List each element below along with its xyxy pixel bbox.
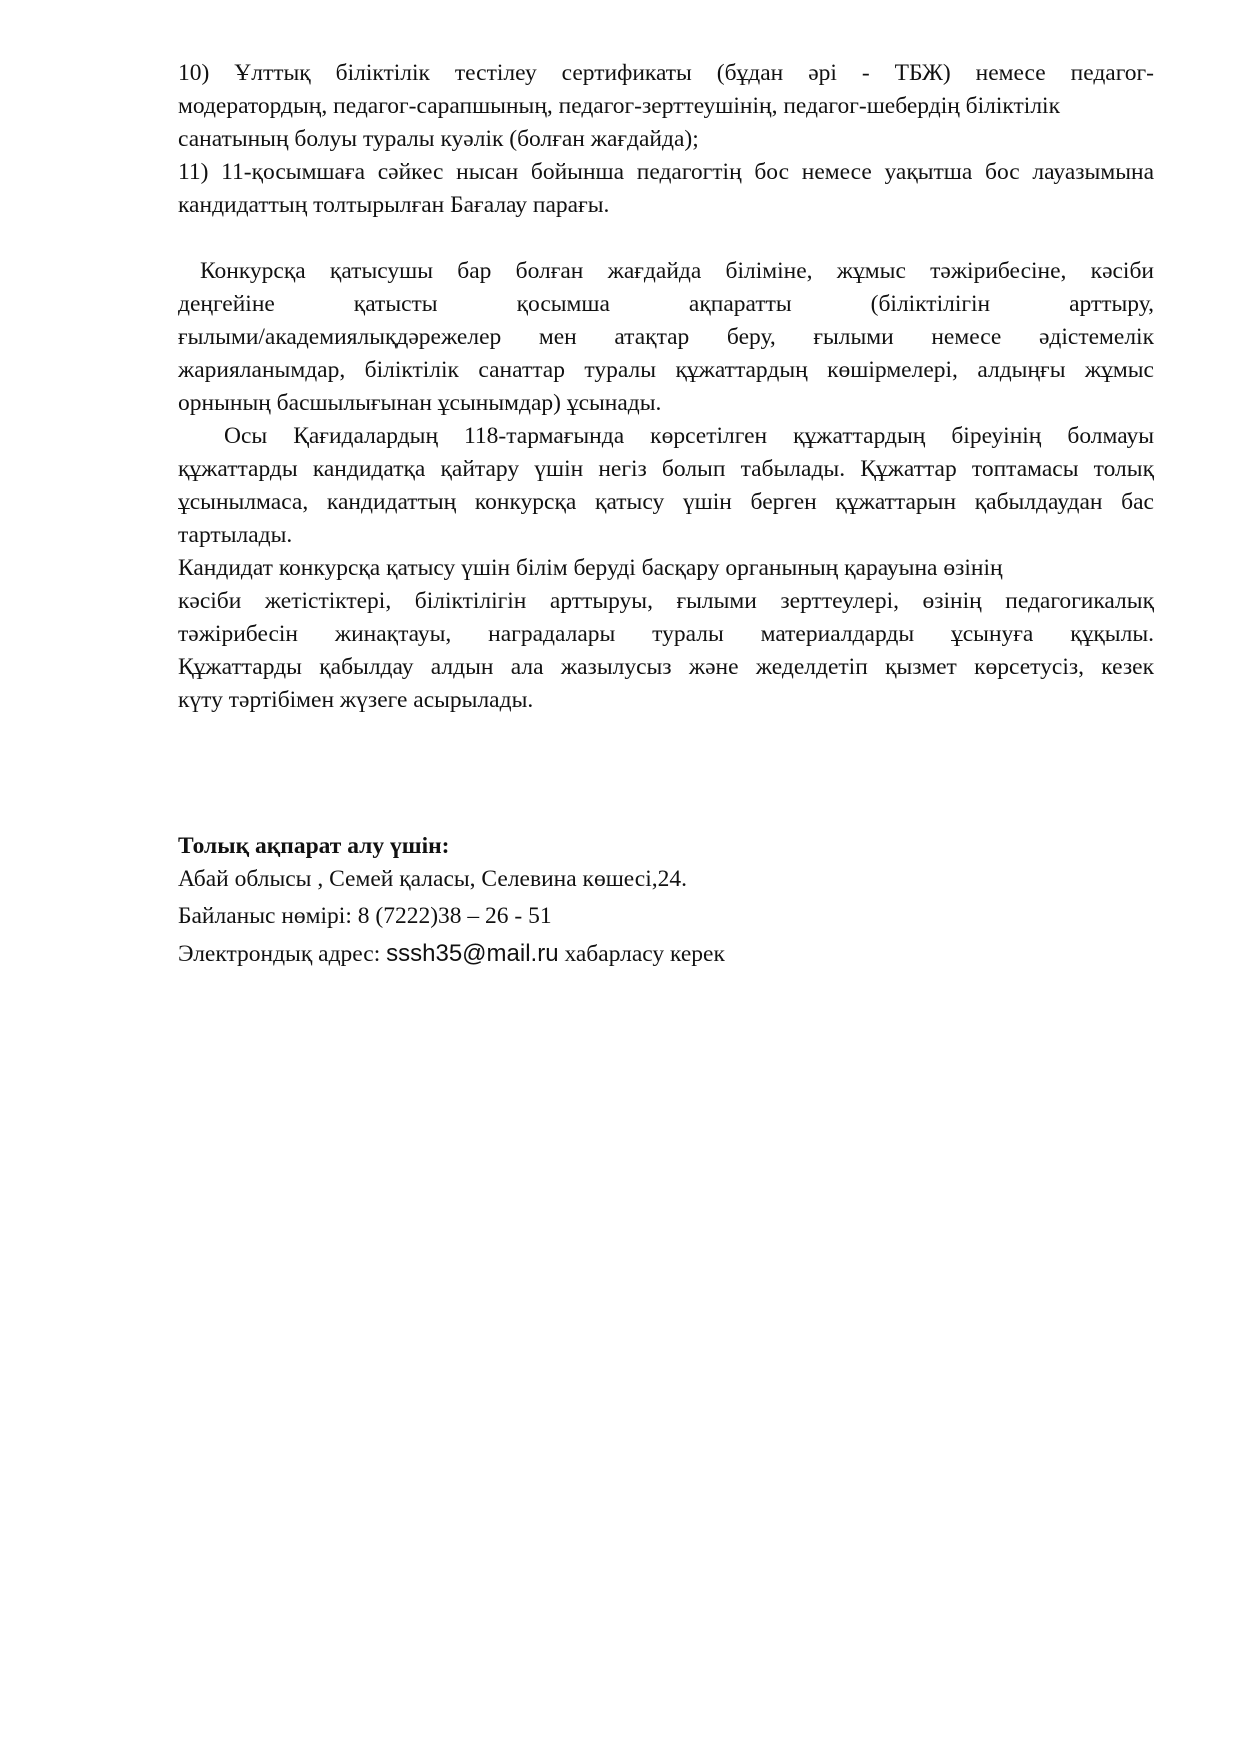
paragraph-spacer bbox=[178, 222, 1154, 255]
list-item-11-line-1: 11) 11-қосымшаға сәйкес нысан бойынша педагогтің бос немесе уақытша бос лауазымына bbox=[178, 159, 1154, 185]
list-item-11-line-2: кандидаттың толтырылған Бағалау парағы. bbox=[178, 192, 610, 218]
paragraph-candidate-rights bbox=[178, 552, 1154, 717]
paragraph-candidate-rights-line-5: күту тәртібімен жүзеге асырылады. bbox=[178, 687, 534, 713]
contact-section bbox=[178, 830, 1154, 972]
contact-phone: Байланыс нөмірі: 8 (7222)38 – 26 - 51 bbox=[178, 903, 552, 929]
list-item-11 bbox=[178, 156, 1154, 222]
contact-heading: Толық ақпарат алу үшін: bbox=[178, 833, 450, 859]
list-item-10-line-3: санатының болуы туралы куәлік (болған жағдайда); bbox=[178, 126, 699, 152]
paragraph-missing-docs bbox=[178, 420, 1154, 552]
contact-email-prefix: Электрондық адрес: bbox=[178, 941, 387, 967]
paragraph-missing-docs-line-1: Осы Қағидалардың 118-тармағында көрсетілген құжаттардың біреуінің болмауы bbox=[224, 423, 1154, 449]
paragraph-additional-info-line-4: жарияланымдар, біліктілік санаттар туралы құжаттардың көшірмелері, алдыңғы жұмыс bbox=[178, 357, 1154, 383]
contact-email-suffix: хабарласу керек bbox=[558, 941, 725, 967]
paragraph-additional-info-line-1: Конкурсқа қатысушы бар болған жағдайда біліміне, жұмыс тәжірибесіне, кәсіби bbox=[200, 258, 1154, 284]
paragraph-missing-docs-line-2: құжаттарды кандидатқа қайтару үшін негіз болып табылады. Құжаттар топтамасы толық bbox=[178, 456, 1154, 482]
paragraph-missing-docs-line-4: тартылады. bbox=[178, 522, 293, 548]
paragraph-missing-docs-line-3: ұсынылмаса, кандидаттың конкурсқа қатысу үшін берген құжаттарын қабылдаудан бас bbox=[178, 489, 1154, 515]
paragraph-additional-info-line-3: ғылыми/академиялықдәрежелер мен атақтар беру, ғылыми немесе әдістемелік bbox=[178, 324, 1154, 350]
document-body bbox=[178, 57, 1154, 717]
paragraph-additional-info-line-2: деңгейіне қатысты қосымша ақпаратты (біліктілігін арттыру, bbox=[178, 291, 1154, 317]
list-item-10-line-2: модератордың, педагог-сарапшының, педагог-зерттеушінің, педагог-шебердің біліктілік bbox=[178, 93, 1060, 119]
paragraph-candidate-rights-line-4: Құжаттарды қабылдау алдын ала жазылусыз және жеделдетіп қызмет көрсетусіз, кезек bbox=[178, 654, 1154, 680]
paragraph-additional-info-line-5: орнының басшылығынан ұсынымдар) ұсынады. bbox=[178, 390, 662, 416]
paragraph-candidate-rights-line-1: Кандидат конкурсқа қатысу үшін білім беруді басқару органының қарауына өзінің bbox=[178, 555, 1003, 581]
list-item-10-line-1: 10) Ұлттық біліктілік тестілеу сертификаты (бұдан әрі - ТБЖ) немесе педагог- bbox=[178, 60, 1154, 86]
paragraph-candidate-rights-line-3: тәжірибесін жинақтауы, наградалары туралы материалдарды ұсынуға құқылы. bbox=[178, 621, 1154, 647]
contact-email-link[interactable]: sssh35@mail.ru bbox=[386, 940, 559, 967]
paragraph-candidate-rights-line-2: кәсіби жетістіктері, біліктілігін арттыруы, ғылыми зерттеулері, өзінің педагогикалық bbox=[178, 588, 1154, 614]
list-item-10 bbox=[178, 57, 1154, 156]
paragraph-additional-info bbox=[178, 255, 1154, 420]
contact-email-line bbox=[178, 936, 1154, 972]
contact-address: Абай облысы , Семей қаласы, Селевина көшесі,24. bbox=[178, 866, 688, 892]
